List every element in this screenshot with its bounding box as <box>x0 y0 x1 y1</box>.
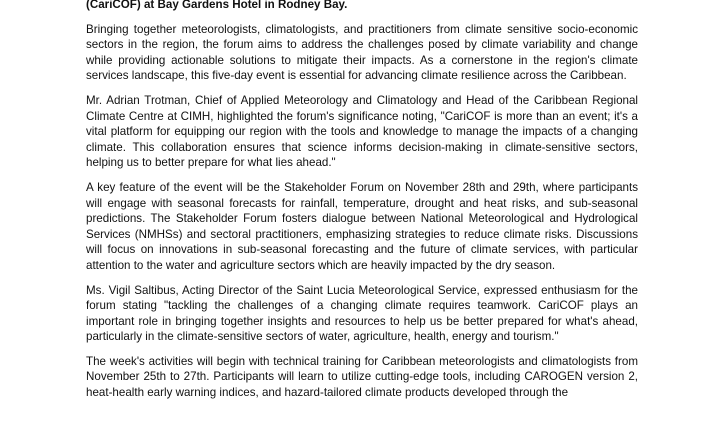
paragraph-saltibus-quote: Ms. Vigil Saltibus, Acting Director of the Saint Lucia Meteorological Service, expressed enthusiasm for the forum stating "tackling the challenges of a changing climate requires teamwork. CariCOF plays an important role in bringing together insights and resources to help us be better prepared for what's ahead, particularly in the climate-sensitive sectors of water, agriculture, health, energy and tourism." <box>86 283 638 344</box>
venue-line: (CariCOF) at Bay Gardens Hotel in Rodney Bay. <box>86 0 348 11</box>
paragraph-stakeholder-forum: A key feature of the event will be the Stakeholder Forum on November 28th and 29th, where participants will engage with seasonal forecasts for rainfall, temperature, drought and heat risks, and sub-seasonal predictions. The Stakeholder Forum fosters dialogue between National Meteorological and Hydrological Services (NMHSs) and sectoral practitioners, emphasizing strategies to reduce climate risks. Discussions will focus on innovations in sub-seasonal forecasting and the future of climate services, with particular attention to the water and agriculture sectors which are heavily impacted by the dry season. <box>86 180 638 272</box>
paragraph-trotman-quote: Mr. Adrian Trotman, Chief of Applied Meteorology and Climatology and Head of the Caribbean Regional Climate Centre at CIMH, highlighted the forum's significance noting, "CariCOF is more than an event; it's a vital platform for equipping our region with the tools and knowledge to manage the impacts of a changing climate. This collaboration ensures that science informs decision-making in climate-sensitive sectors, helping us to better prepare for what lies ahead." <box>86 93 638 170</box>
press-release-body <box>86 0 638 410</box>
paragraph-forum-overview: Bringing together meteorologists, climatologists, and practitioners from climate sensitive socio-economic sectors in the region, the forum aims to address the challenges posed by climate variability and change while providing actionable solutions to mitigate their impacts. As a cornerstone in the region's climate services landscape, this five-day event is essential for advancing climate resilience across the Caribbean. <box>86 22 638 83</box>
paragraph-technical-training: The week's activities will begin with technical training for Caribbean meteorologists and climatologists from November 25th to 27th. Participants will learn to utilize cutting-edge tools, including CAROGEN version 2, heat-health early warning indices, and hazard-tailored climate products developed through the <box>86 354 638 400</box>
